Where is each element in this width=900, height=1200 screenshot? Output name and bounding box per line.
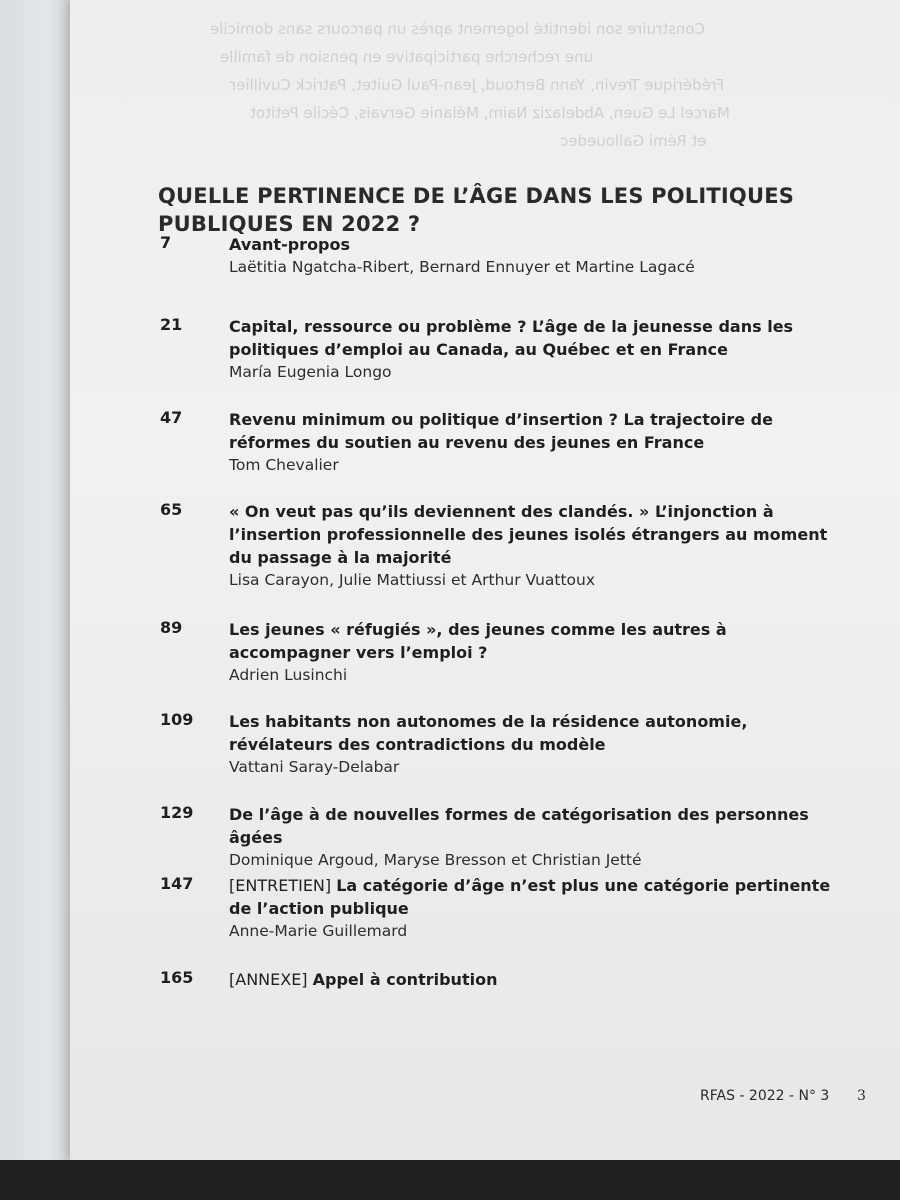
entry-prefix: [ANNEXE]: [229, 970, 313, 989]
entry-title: [229, 968, 839, 991]
show-through-text: Marcel Le Guen, Abdelaziz Naim, Mélanie Gervais, Cécile Petitot: [250, 104, 730, 122]
entry-page-number: 109: [160, 710, 194, 729]
journal-footer: RFAS - 2022 - N° 3: [700, 1088, 830, 1104]
entry-page-number: 65: [160, 500, 183, 519]
entry-page-number: 7: [160, 233, 172, 252]
entry-title: [229, 500, 839, 569]
show-through-text: et Rémi Gallouedec: [560, 132, 707, 150]
entry-authors: Tom Chevalier: [229, 456, 339, 474]
show-through-text: Frédérique Trevin, Yann Bertoud, Jean-Paul Guitet, Patrick Cuvillier: [230, 76, 725, 94]
show-through-text: une recherche participative en pension de famille: [220, 48, 594, 66]
entry-page-number: 147: [160, 874, 194, 893]
entry-title-text: Revenu minimum ou politique d’insertion ? La trajectoire de réformes du soutien au revenu des jeunes en France: [229, 410, 773, 452]
entry-authors: Vattani Saray-Delabar: [229, 758, 400, 776]
entry-authors: Adrien Lusinchi: [229, 666, 348, 684]
entry-page-number: 47: [160, 408, 183, 427]
background-surface: [0, 1160, 900, 1200]
entry-authors: María Eugenia Longo: [229, 363, 392, 381]
entry-authors: Dominique Argoud, Maryse Bresson et Christian Jetté: [229, 851, 642, 869]
entry-title: [229, 233, 839, 256]
entry-title: [229, 618, 839, 664]
page-number: 3: [857, 1088, 866, 1104]
entry-title-text: Les jeunes « réfugiés », des jeunes comme les autres à accompagner vers l’emploi ?: [229, 620, 727, 662]
entry-title-text: « On veut pas qu’ils deviennent des clandés. » L’injonction à l’insertion professionnelle des jeunes isolés étrangers au moment du passage à la majorité: [229, 502, 828, 567]
entry-page-number: 129: [160, 803, 194, 822]
left-page-edge: [0, 0, 78, 1200]
entry-title-text: Capital, ressource ou problème ? L’âge de la jeunesse dans les politiques d’emploi au Canada, au Québec et en France: [229, 317, 794, 359]
entry-authors: Lisa Carayon, Julie Mattiussi et Arthur Vuattoux: [229, 571, 596, 589]
entry-title: [229, 315, 839, 361]
entry-page-number: 21: [160, 315, 183, 334]
entry-title-text: Appel à contribution: [312, 970, 498, 989]
entry-title-text: La catégorie d’âge n’est plus une catégorie pertinente de l’action publique: [229, 876, 831, 918]
section-title: QUELLE PERTINENCE DE L’ÂGE DANS LES POLITIQUES PUBLIQUES EN 2022 ?: [158, 184, 795, 237]
entry-title: [229, 408, 839, 454]
entry-title-text: Les habitants non autonomes de la résidence autonomie, révélateurs des contradictions du modèle: [229, 712, 748, 754]
entry-page-number: 89: [160, 618, 183, 637]
show-through-text: Construire son identité logement après un parcours sans domicile: [210, 20, 705, 38]
entry-title: [229, 803, 839, 849]
entry-title-text: Avant-propos: [229, 235, 351, 254]
entry-authors: Anne-Marie Guillemard: [229, 922, 408, 940]
entry-page-number: 165: [160, 968, 194, 987]
entry-title: [229, 710, 839, 756]
entry-prefix: [ENTRETIEN]: [229, 876, 337, 895]
entry-title: [229, 874, 839, 920]
entry-authors: Laëtitia Ngatcha-Ribert, Bernard Ennuyer et Martine Lagacé: [229, 258, 695, 276]
entry-title-text: De l’âge à de nouvelles formes de catégorisation des personnes âgées: [229, 805, 809, 847]
